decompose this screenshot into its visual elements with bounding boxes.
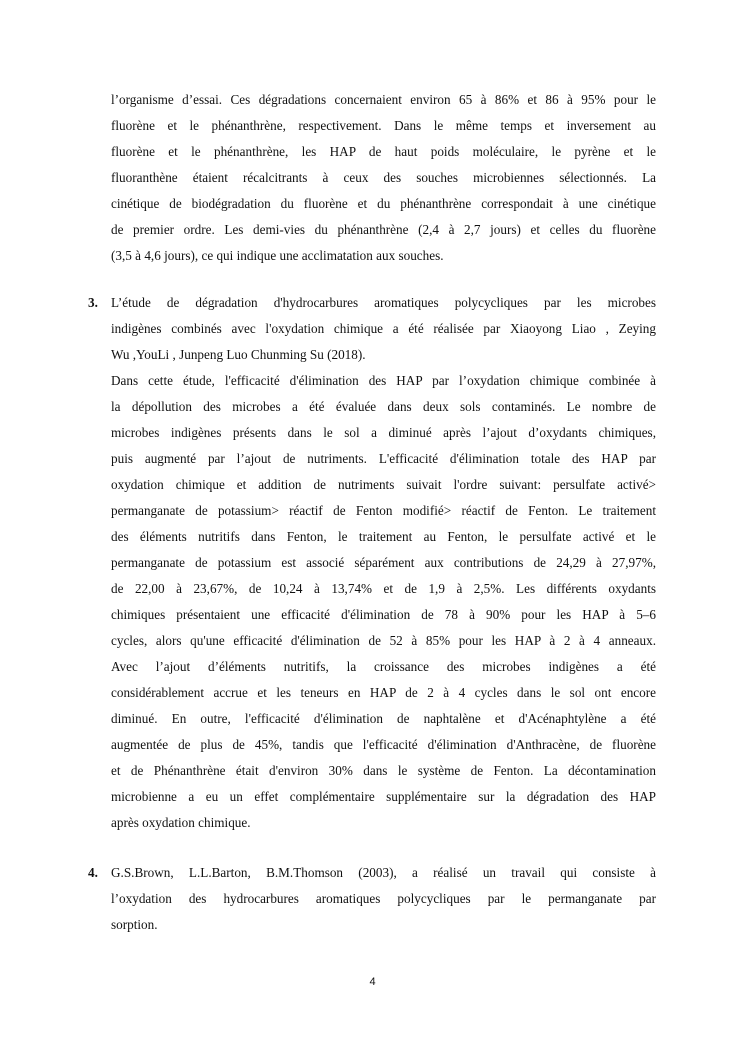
list-number-4: 4. <box>88 865 98 880</box>
text-line: la dépollution des microbes a été évaluée dans deux sols contaminés. Le nombre de <box>111 399 656 414</box>
text-line: permanganate de potassium> réactif de Fenton modifié> réactif de Fenton. Le traitement <box>111 503 656 518</box>
text-line: augmentée de plus de 45%, tandis que l'efficacité d'élimination d'Anthracène, de fluorène <box>111 737 656 752</box>
text-line: Wu ,YouLi , Junpeng Luo Chunming Su (2018). <box>111 347 366 362</box>
text-line: L’étude de dégradation d'hydrocarbures aromatiques polycycliques par les microbes <box>111 295 656 310</box>
text-line: cinétique de biodégradation du fluorène et du phénanthrène correspondait à une cinétique <box>111 196 656 211</box>
text-line: G.S.Brown, L.L.Barton, B.M.Thomson (2003), a réalisé un travail qui consiste à <box>111 865 656 880</box>
text-line: Avec l’ajout d’éléments nutritifs, la croissance des microbes indigènes a été <box>111 659 656 674</box>
text-line: permanganate de potassium est associé séparément aux contributions de 24,29 à 27,97%, <box>111 555 656 570</box>
text-line: sorption. <box>111 917 158 932</box>
text-line: après oxydation chimique. <box>111 815 251 830</box>
text-line: l’organisme d’essai. Ces dégradations concernaient environ 65 à 86% et 86 à 95% pour le <box>111 92 656 107</box>
text-line: microbienne a eu un effet complémentaire supplémentaire sur la dégradation des HAP <box>111 789 656 804</box>
text-line: microbes indigènes présents dans le sol a diminué après l’ajout d’oxydants chimiques, <box>111 425 656 440</box>
page-number: 4 <box>369 976 376 988</box>
paragraph-continuation <box>111 87 656 269</box>
text-line: cycles, alors qu'une efficacité d'élimination de 52 à 85% pour les HAP à 2 à 4 anneaux. <box>111 633 656 648</box>
list-item-3 <box>111 290 656 836</box>
text-line: de premier ordre. Les demi-vies du phénanthrène (2,4 à 2,7 jours) et celles du fluorène <box>111 222 656 237</box>
text-line: chimiques présentaient une efficacité d'élimination de 78 à 90% pour les HAP à 5–6 <box>111 607 656 622</box>
text-line: diminué. En outre, l'efficacité d'élimination de naphtalène et d'Acénaphtylène a été <box>111 711 656 726</box>
text-line: puis augmenté par l’ajout de nutriments. L'efficacité d'élimination totale des HAP par <box>111 451 656 466</box>
text-line: l’oxydation des hydrocarbures aromatiques polycycliques par le permanganate par <box>111 891 656 906</box>
text-line: fluorène et le phénanthrène, respectivement. Dans le même temps et inversement au <box>111 118 656 133</box>
text-line: et de Phénanthrène était d'environ 30% dans le système de Fenton. La décontamination <box>111 763 656 778</box>
list-item-4 <box>111 860 656 938</box>
text-line: fluoranthène étaient récalcitrants à ceux des souches microbiennes sélectionnés. La <box>111 170 656 185</box>
text-line: de 22,00 à 23,67%, de 10,24 à 13,74% et de 1,9 à 2,5%. Les différents oxydants <box>111 581 656 596</box>
text-line: considérablement accrue et les teneurs en HAP de 2 à 4 cycles dans le sol ont encore <box>111 685 656 700</box>
text-line: Dans cette étude, l'efficacité d'élimination des HAP par l’oxydation chimique combinée à <box>111 373 656 388</box>
text-line: des éléments nutritifs dans Fenton, le traitement au Fenton, le persulfate activé et le <box>111 529 656 544</box>
text-line: (3,5 à 4,6 jours), ce qui indique une acclimatation aux souches. <box>111 248 444 263</box>
list-number-3: 3. <box>88 295 98 310</box>
text-line: indigènes combinés avec l'oxydation chimique a été réalisée par Xiaoyong Liao , Zeying <box>111 321 656 336</box>
text-line: oxydation chimique et addition de nutriments suivait l'ordre suivant: persulfate activé> <box>111 477 656 492</box>
text-line: fluorène et le phénanthrène, les HAP de haut poids moléculaire, le pyrène et le <box>111 144 656 159</box>
